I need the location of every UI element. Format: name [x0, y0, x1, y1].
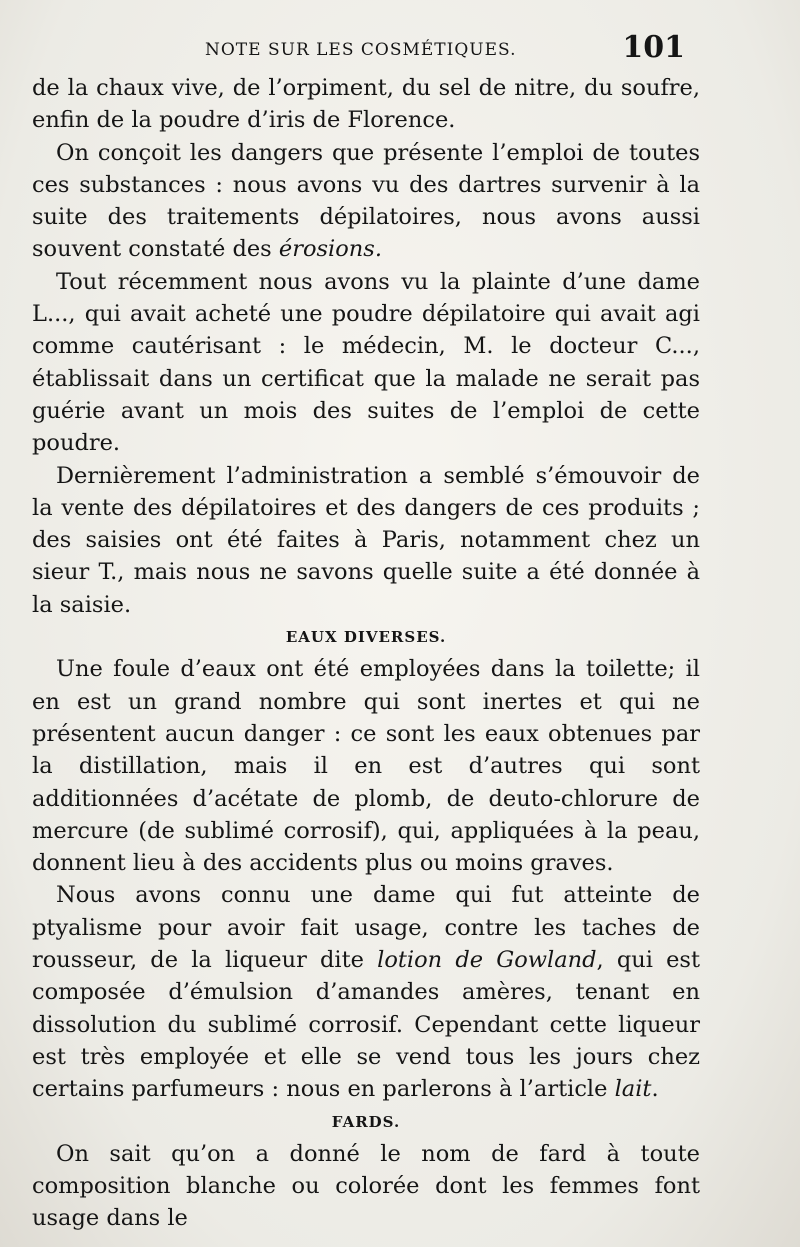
paragraph-text: Nous avons connu une dame qui fut atteinte de ptyalisme pour avoir fait usage, contre les taches de rousseur, de la liqueur dite — [32, 882, 700, 974]
paragraph-continuation: de la chaux vive, de l’orpiment, du sel de nitre, du soufre, enfin de la poudre d’iris de Florence. — [32, 75, 700, 134]
page-header — [205, 30, 685, 70]
italic-term: lait — [614, 1076, 652, 1103]
page-number: 101 — [622, 30, 685, 65]
paragraph-complaint: Tout récemment nous avons vu la plainte d’une dame L..., qui avait acheté une poudre dépilatoire qui avait agi comme cautérisant : le médecin, M. le docteur C..., établissait dans un certificat que la malade ne serait pas guérie avant un mois des suites de l’emploi de cette poudre. — [32, 268, 700, 457]
section-heading-eaux: EAUX DIVERSES. — [285, 628, 447, 647]
paragraph-text: On conçoit les dangers que présente l’emploi de toutes ces substances : nous avons vu des dartres survenir à la suite des traitements dépilatoires, nous avons aussi souvent constaté des — [32, 139, 700, 263]
paragraph-gowland — [32, 879, 700, 1105]
paragraph-text: , qui est composée d’émulsion d’amandes amères, tenant en dissolution du sublimé corrosif. Cependant cette liqueur est très employée et elle se vend tous les jours chez certains parfumeurs : nous en parlerons à l’article — [32, 947, 701, 1103]
paragraph-eaux: Une foule d’eaux ont été employées dans la toilette; il en est un grand nombre qui sont inertes et qui ne présentent aucun danger : ce sont les eaux obtenues par la distillation, mais il en est d’autres qui sont additionnées d’acétate de plomb, de deuto-chlorure de mercure (de sublimé corrosif), qui, appliquées à la peau, donnent lieu à des accidents plus ou moins graves. — [32, 656, 700, 877]
paragraph-fards: On sait qu’on a donné le nom de fard à toute composition blanche ou colorée dont les femmes font usage dans le — [32, 1140, 700, 1232]
paragraph-dangers — [32, 137, 700, 266]
section-heading-fards: FARDS. — [331, 1112, 401, 1131]
paragraph-administration: Dernièrement l’administration a semblé s’émouvoir de la vente des dépilatoires et des dangers de ces produits ; des saisies ont été faites à Paris, notamment chez un sieur T., mais nous ne savons quelle suite a été donnée à la saisie. — [32, 462, 700, 618]
italic-term: érosions. — [278, 236, 382, 263]
italic-term: lotion de Gowland — [377, 947, 597, 974]
body-text — [32, 72, 700, 1235]
running-head: NOTE SUR LES COSMÉTIQUES. — [205, 40, 517, 60]
paragraph-text: . — [651, 1076, 659, 1103]
